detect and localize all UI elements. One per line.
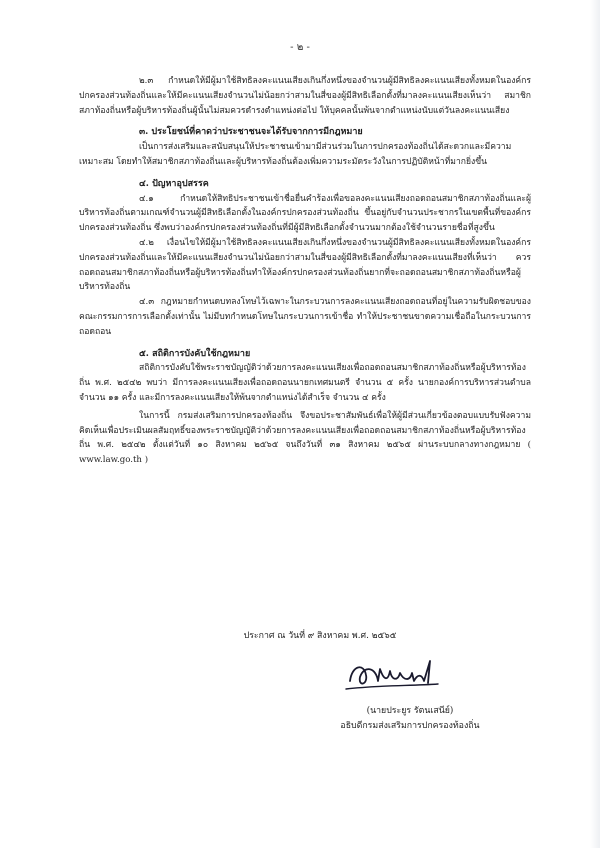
paragraph-2-3: ๒.๓ กำหนดให้มีผู้มาใช้สิทธิลงคะแนนเสียงเกินกึ่งหนึ่งของจำนวนผู้มีสิทธิลงคะแนนเสียงทั้งหมดในองค์กรปกครองส่วนท้องถิ่นและให้มีคะแนนเสียงจำนวนไม่น้อยกว่าสามในสี่ของผู้มีสิทธิเลือกตั้งที่มาลงคะแนนเสียงเห็นว่า สมาชิกสภาท้องถิ่นหรือผู้บริหารท้องถิ่นผู้นั้นไม่สมควรดำรงตำแหน่งต่อไป ให้บุคคลนั้นพ้นจากตำแหน่งนับแต่วันลงคะแนนเสียง [79,76,531,116]
page-number: - ๒ - [290,42,310,53]
paragraph-4-3: ๔.๓ กฎหมายกำหนดบทลงโทษไว้เฉพาะในกระบวนการลงคะแนนเสียงถอดถอนที่อยู่ในความรับผิดชอบของคณะกรรมการการเลือกตั้งเท่านั้น ไม่มีบทกำหนดโทษในกระบวนการเข้าชื่อ ทำให้ประชาชนขาดความเชื่อถือในกระบวนการถอดถอน [79,297,531,337]
signer-title: อธิบดีกรมส่งเสริมการปกครองท้องถิ่น [340,721,480,731]
heading-benefits: ๓. ประโยชน์ที่คาดว่าประชาชนจะได้รับจากการมีกฎหมาย [139,127,363,138]
paragraph-closing: ในการนี้ กรมส่งเสริมการปกครองท้องถิ่น จึงขอประชาสัมพันธ์เพื่อให้ผู้มีส่วนเกี่ยวข้องตอบแบบรับฟังความคิดเห็นเพื่อประเมินผลสัมฤทธิ์ของพระราชบัญญัติว่าด้วยการลงคะแนนเสียงเพื่อถอดถอนสมาชิกสภาท้องถิ่นหรือผู้บริหารท้องถิ่น พ.ศ. ๒๕๔๒ ตั้งแต่วันที่ ๑๐ สิงหาคม ๒๕๖๕ จนถึงวันที่ ๓๑ สิงหาคม ๒๕๖๕ ผ่านระบบกลางทางกฎหมาย ( www.law.go.th ) [79,410,531,466]
announcement-date: ประกาศ ณ วันที่ ๙ สิงหาคม พ.ศ. ๒๕๖๕ [243,631,397,641]
document-body [79,74,531,468]
heading-obstacles: ๔. ปัญหาอุปสรรค [139,178,209,189]
paragraph-benefits: เป็นการส่งเสริมและสนับสนุนให้ประชาชนเข้ามามีส่วนร่วมในการปกครองท้องถิ่นได้สะดวกและมีความเหมาะสม โดยทำให้สมาชิกสภาท้องถิ่นและผู้บริหารท้องถิ่นต้องเพิ่มความระมัดระวังในการปฏิบัติหน้าที่มากยิ่งขึ้น [79,142,512,167]
paragraph-4-1: ๔.๑ กำหนดให้สิทธิประชาชนเข้าชื่อยื่นคำร้องเพื่อขอลงคะแนนเสียงถอดถอนสมาชิกสภาท้องถิ่นและผู้บริหารท้องถิ่นตามเกณฑ์จำนวนผู้มีสิทธิเลือกตั้งในองค์กรปกครองส่วนท้องถิ่น ขึ้นอยู่กับจำนวนประชากรในเขตพื้นที่ของค์กรปกครองส่วนท้องถิ่น ซึ่งพบว่าองค์กรปกครองส่วนท้องถิ่นที่มีผู้มีสิทธิเลือกตั้งจำนวนมากต้องใช้จำนวนรายชื่อที่สูงขึ้น [79,193,531,234]
paragraph-4-2: ๔.๒ เงื่อนไขให้มีผู้มาใช้สิทธิลงคะแนนเสียงเกินกึ่งหนึ่งของจำนวนผู้มีสิทธิลงคะแนนเสียงทั้งหมดในองค์กรปกครองส่วนท้องถิ่นและให้มีคะแนนเสียงจำนวนไม่น้อยกว่าสามในสี่ของผู้มีสิทธิเลือกตั้งที่มาลงคะแนนเสียงที่เห็นว่า ควรถอดถอนสมาชิกสภาท้องถิ่นหรือผู้บริหารท้องถิ่นทำให้องค์กรปกครองส่วนท้องถิ่นยากที่จะถอดถอนสมาชิกสภาท้องถิ่นหรือผู้บริหารท้องถิ่น [79,237,531,293]
signer-name: (นายประยูร รัตนเสนีย์) [366,706,454,716]
heading-statistics: ๕. สถิติการบังคับใช้กฎหมาย [139,348,251,359]
signature-icon [280,651,500,697]
paragraph-statistics: สถิติการบังคับใช้พระราชบัญญัติว่าด้วยการลงคะแนนเสียงเพื่อถอดถอนสมาชิกสภาท้องถิ่นหรือผู้บริหารท้องถิ่น พ.ศ. ๒๕๔๒ พบว่า มีการลงคะแนนเสียงเพื่อถอดถอนนายกเทศมนตรี จำนวน ๕ ครั้ง นายกองค์การบริหารส่วนตำบล จำนวน ๑๑ ครั้ง และมีการลงคะแนนเสียงให้พ้นจากตำแหน่งได้สำเร็จ จำนวน ๔ ครั้ง [79,363,531,403]
